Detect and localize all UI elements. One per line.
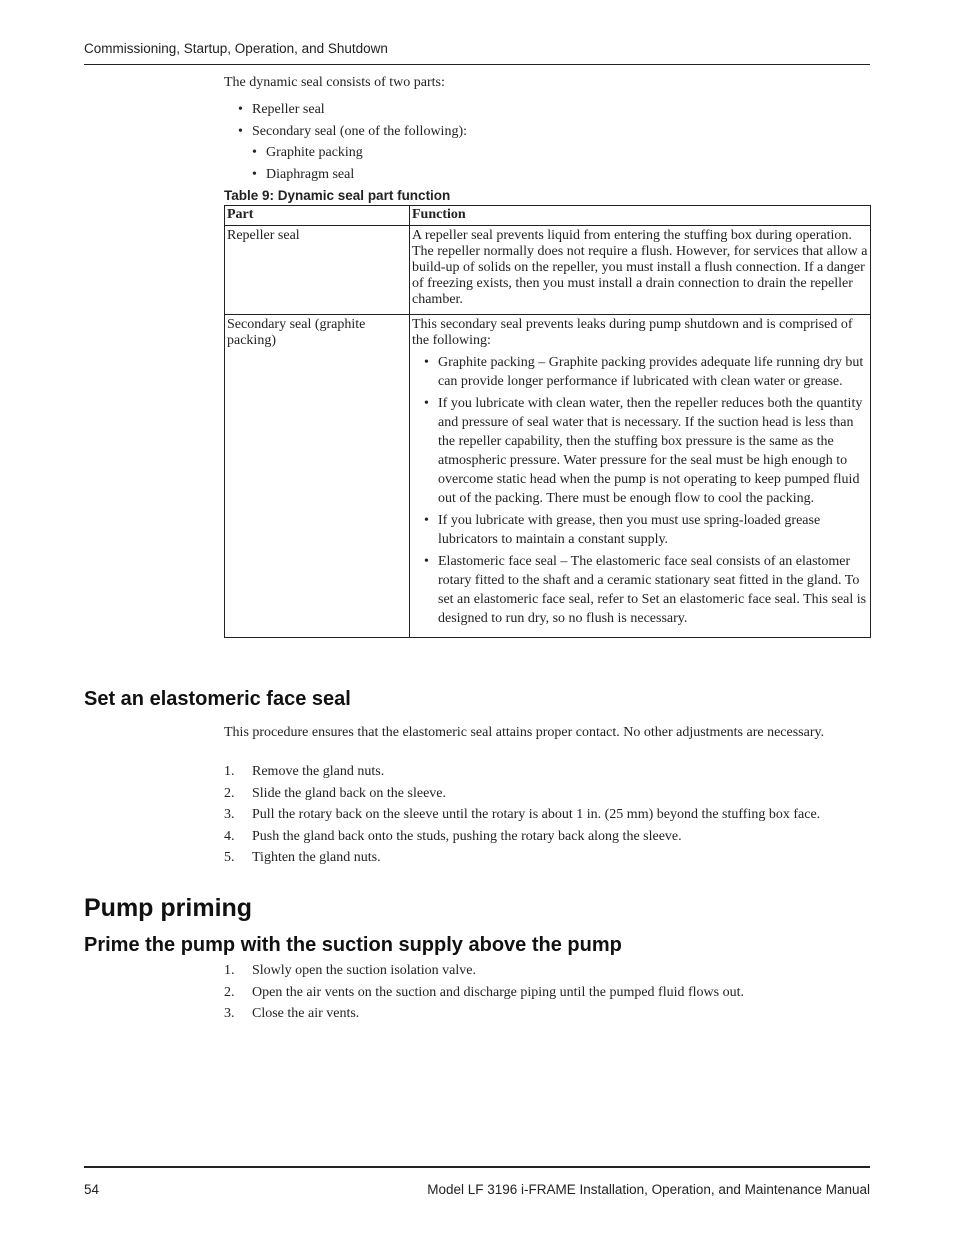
list-item bbox=[224, 829, 820, 851]
list-item bbox=[224, 850, 820, 872]
step-text: Pull the rotary back on the sleeve until the rotary is about 1 in. (25 mm) beyond the stuffing box face. bbox=[252, 807, 821, 822]
seal-parts-list bbox=[238, 99, 467, 142]
dynamic-seal-table bbox=[224, 205, 871, 638]
intro-text: The dynamic seal consists of two parts: bbox=[224, 75, 445, 90]
table-row bbox=[225, 315, 871, 638]
table-caption: Table 9: Dynamic seal part function bbox=[224, 188, 451, 203]
list-item: • If you lubricate with grease, then you must use spring-loaded grease lubricators to maintain a constant supply. bbox=[424, 511, 868, 549]
step-text: Remove the gland nuts. bbox=[252, 764, 385, 779]
list-item: • Elastomeric face seal – The elastomeric face seal consists of an elastomer rotary fitted to the shaft and a ceramic stationary seat fitted in the gland. To set an elastomeric face seal, refer to Set an elastomeric face seal. This seal is designed to run dry, so no flush is necessary. bbox=[424, 552, 868, 628]
running-header: Commissioning, Startup, Operation, and Shutdown bbox=[84, 41, 388, 56]
header-rule bbox=[84, 64, 870, 65]
section-heading-prime-suction-above: Prime the pump with the suction supply above the pump bbox=[84, 934, 622, 956]
section-heading-elastomeric: Set an elastomeric face seal bbox=[84, 688, 351, 710]
list-item bbox=[224, 807, 820, 829]
table-header-row bbox=[225, 206, 871, 226]
step-number: 2. bbox=[224, 785, 235, 801]
secondary-seal-sublist bbox=[252, 142, 363, 185]
list-item: • If you lubricate with clean water, then the repeller reduces both the quantity and pressure of seal water that is necessary. If the suction head is less than the repeller capability, then the stuffing box pressure is the same as the atmospheric pressure. Water pressure for the seal must be high enough to overcome static head when the pump is not operating to keep pumped fluid out of the packing. There must be enough flow to cool the packing. bbox=[424, 394, 868, 508]
footer-rule bbox=[84, 1166, 870, 1168]
column-header-function: Function bbox=[410, 206, 871, 226]
cell-function: A repeller seal prevents liquid from entering the stuffing box during operation. The repeller normally does not require a flush. However, for services that allow a build-up of solids on the repeller, you must install a flush connection. If a danger of freezing exists, then you must install a drain connection to drain the repeller chamber. bbox=[410, 226, 871, 315]
elastomeric-steps bbox=[224, 764, 820, 872]
step-number: 4. bbox=[224, 828, 235, 844]
step-number: 1. bbox=[224, 764, 235, 779]
list-item: • Diaphragm seal bbox=[252, 164, 363, 186]
list-item bbox=[224, 963, 744, 985]
step-number: 1. bbox=[224, 963, 235, 978]
chapter-heading-pump-priming: Pump priming bbox=[84, 894, 253, 922]
elastomeric-intro: This procedure ensures that the elastomeric seal attains proper contact. No other adjustments are necessary. bbox=[224, 725, 825, 740]
step-text: Close the air vents. bbox=[252, 1006, 360, 1021]
list-item: • Graphite packing – Graphite packing provides adequate life running dry but can provide longer performance if lubricated with clean water or grease. bbox=[424, 353, 868, 391]
step-number: 3. bbox=[224, 1006, 235, 1021]
priming-steps bbox=[224, 963, 744, 1028]
cell-part: Secondary seal (graphite packing) bbox=[225, 315, 410, 638]
list-item: • Repeller seal bbox=[238, 99, 467, 121]
list-item: • Graphite packing bbox=[252, 142, 363, 164]
list-item bbox=[224, 786, 820, 808]
function-intro: This secondary seal prevents leaks during pump shutdown and is comprised of the following: bbox=[412, 317, 853, 348]
table-row bbox=[225, 226, 871, 315]
step-number: 2. bbox=[224, 984, 235, 1000]
column-header-part: Part bbox=[225, 206, 410, 226]
step-text: Open the air vents on the suction and discharge piping until the pumped fluid flows out. bbox=[252, 984, 744, 1000]
step-text: Slowly open the suction isolation valve. bbox=[252, 963, 476, 978]
step-number: 3. bbox=[224, 807, 235, 822]
cell-function bbox=[410, 315, 871, 638]
step-text: Push the gland back onto the studs, pushing the rotary back along the sleeve. bbox=[252, 828, 682, 844]
cell-part: Repeller seal bbox=[225, 226, 410, 315]
function-bullets bbox=[412, 353, 868, 628]
page-number: 54 bbox=[84, 1182, 100, 1197]
step-number: 5. bbox=[224, 850, 235, 865]
list-item bbox=[224, 985, 744, 1007]
step-text: Tighten the gland nuts. bbox=[252, 850, 381, 865]
list-item bbox=[224, 1006, 744, 1028]
list-item bbox=[224, 764, 820, 786]
list-item: • Secondary seal (one of the following): bbox=[238, 121, 467, 143]
manual-title: Model LF 3196 i-FRAME Installation, Operation, and Maintenance Manual bbox=[427, 1182, 870, 1197]
step-text: Slide the gland back on the sleeve. bbox=[252, 785, 446, 801]
